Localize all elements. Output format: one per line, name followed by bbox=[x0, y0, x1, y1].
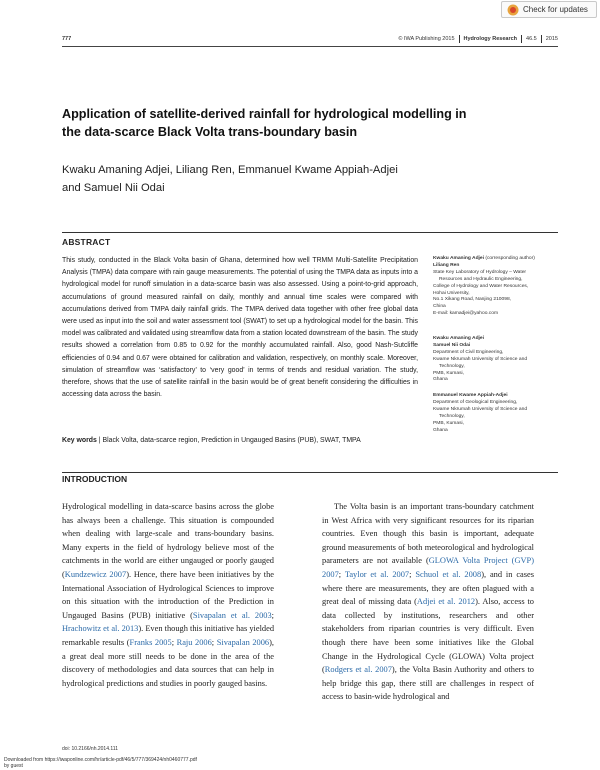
affiliation-email: E-mail: kamadjei@yahoo.com bbox=[433, 311, 499, 317]
citation-link[interactable]: Franks 2005 bbox=[129, 637, 172, 647]
affiliation-block bbox=[433, 256, 563, 318]
affiliation-line: Hohai University, bbox=[433, 290, 470, 296]
header-separator bbox=[541, 35, 542, 43]
body-text: ). Even though this initiative has yielded remarkable results ( bbox=[62, 624, 275, 647]
affiliation-line: Kwame Nkrumah University of Science and bbox=[433, 356, 528, 362]
header-rule bbox=[62, 46, 558, 47]
affiliation-line: Department of Civil Engineering, bbox=[433, 349, 504, 355]
body-text: Hydrological modelling in data-scarce basins across the globe has always been a challenge. This situation is compounded when dealing with large-scale and trans-boundary basins. Many experts in the field of hydrology believe most of the catchments in the world are either ungauged or poorly gauged ( bbox=[62, 502, 274, 579]
affiliation-line: State Key Laboratory of Hydrology – Water bbox=[433, 269, 527, 275]
introduction-heading: INTRODUCTION bbox=[62, 474, 128, 484]
header-separator bbox=[459, 35, 460, 43]
affiliation-author: Samuel Nii Odai bbox=[433, 342, 471, 348]
body-text: ; bbox=[171, 637, 177, 647]
body-text: ; bbox=[409, 569, 416, 579]
citation-link[interactable]: Adjei et al. 2012 bbox=[416, 597, 476, 607]
affiliation-line: College of Hydrology and Water Resources, bbox=[433, 283, 529, 289]
copyright: © IWA Publishing 2015 bbox=[398, 36, 455, 42]
citation-link[interactable]: Raju 2006 bbox=[176, 637, 212, 647]
page-number: 777 bbox=[62, 36, 72, 42]
volume: 46.5 bbox=[526, 36, 537, 42]
introduction-rule bbox=[62, 472, 558, 473]
keywords-list: | Black Volta, data-scarce region, Prediction in Ungauged Basins (PUB), SWAT, TMPA bbox=[98, 437, 361, 444]
affiliation-author: Kwaku Amaning Adjei bbox=[433, 336, 484, 341]
check-for-updates-badge[interactable] bbox=[501, 1, 597, 18]
body-text: The Volta basin is an important trans-boundary catchment in West Africa with very significant resources for its riparian countries. Even though this basin is important, adequate ground measurements of both meteorological and hydrological parameters are not available ( bbox=[322, 502, 534, 566]
introduction-left-column bbox=[62, 500, 274, 690]
journal-name: Hydrology Research bbox=[463, 36, 518, 42]
author-line: and Samuel Nii Odai bbox=[62, 182, 165, 194]
author-list bbox=[62, 161, 442, 197]
citation-link[interactable]: Kundzewicz 2007 bbox=[64, 569, 127, 579]
affiliation-line: Resources and Hydraulic Engineering, bbox=[439, 276, 523, 282]
body-text: ), the Volta Basin Authority and others to help bridge this gap, there still are challenges in respect of access to basin-wide hydrological and bbox=[322, 665, 534, 702]
body-text: ), and in cases where there are measurements, they are often plagued with a great deal of missing data ( bbox=[322, 569, 534, 607]
affiliation-line: Department of Geological Engineering, bbox=[433, 399, 518, 405]
affiliation-line: PMB, Kumasi, bbox=[433, 420, 464, 426]
body-text: ), a great deal more still needs to be done in the area of the discovery of methodologies and data sources that can help in hydrological predictions and studies in poorly gauged basins. bbox=[62, 637, 275, 688]
body-text: ; bbox=[271, 610, 274, 620]
affiliation-line: China bbox=[433, 304, 446, 310]
citation-link[interactable]: Sivapalan et al. 2003 bbox=[192, 610, 272, 620]
abstract-heading: ABSTRACT bbox=[62, 237, 111, 247]
download-url[interactable]: Downloaded from https://iwaponline.com/hr/article-pdf/46/5/777/369424/nh0460777.pdf bbox=[4, 757, 197, 763]
affiliation-block bbox=[433, 393, 563, 434]
affiliation-author: Liliang Ren bbox=[433, 262, 460, 268]
body-text: ). Also, access to data collected by institutions, researchers and other stakeholders from riparian countries is very difficult. Even though there have been some initiatives like the Global Change in the Hydrological Cycle (GLOWA) Volta project ( bbox=[322, 597, 534, 675]
affiliation-line: Ghana bbox=[433, 427, 448, 433]
citation-link[interactable]: Sivapalan 2006 bbox=[216, 637, 270, 647]
citation-link[interactable]: GLOWA Volta Project (GVP) 2007 bbox=[322, 556, 534, 579]
citation-link[interactable]: Taylor et al. 2007 bbox=[344, 569, 410, 579]
keywords bbox=[62, 437, 418, 444]
introduction-right-column bbox=[322, 500, 534, 704]
affiliation-author: Kwaku Amaning Adjei bbox=[433, 256, 484, 261]
affiliation-line: No.1 Xikang Road, Nanjing 210098, bbox=[433, 297, 512, 303]
affiliation-author: Emmanuel Kwame Appiah-Adjei bbox=[433, 393, 508, 398]
body-text: ; bbox=[338, 569, 345, 579]
citation-link[interactable]: Schuol et al. 2008 bbox=[415, 569, 482, 579]
abstract-rule bbox=[62, 232, 558, 233]
affiliation-line: Technology, bbox=[439, 413, 465, 419]
citation-link[interactable]: Hrachowitz et al. 2013 bbox=[62, 624, 139, 634]
article-title: Application of satellite-derived rainfall for hydrological modelling in the data-scarce Black Volta trans-boundary basin bbox=[62, 107, 467, 139]
download-footer bbox=[4, 757, 197, 769]
corresponding-note: (corresponding author) bbox=[485, 256, 535, 261]
abstract-text: This study, conducted in the Black Volta basin of Ghana, determined how well TRMM Multi-Satellite Precipitation Analysis (TMPA) data compare with rain gauge measurements. The potential of using the TMPA data as inputs into a hydrological model for runoff simulation in a data-scarce basin was also assessed. Using a point-to-grid approach, accumulations of ground measured rainfall on daily, monthly and annual time scales were compared with accumulations derived from TMPA daily rainfall grids. The TMPA derived data together with other free global data were used as input into the soil and water assessment tool (SWAT) to set up a hydrological model for the basin. This model was calibrated and validated using streamflow data from a station located downstream of the basin. The study results showed a correlation from 0.85 to 0.92 for the monthly accumulated rainfall. Also, good Nash-Sutcliffe efficiencies of 0.94 and 0.67 were obtained for calibration and validation, respectively, on monthly scale. Moreover, simulation of streamflow was ‘satisfactory’ to ‘very good’ in terms of trends and residual variation. The study, therefore, shows that the use of satellite rainfall in the basin would be of great benefit considering the difficulties in accessing data across the basin. bbox=[62, 257, 418, 399]
citation-link[interactable]: Rodgers et al. 2007 bbox=[324, 665, 392, 675]
header-separator bbox=[521, 35, 522, 43]
running-header bbox=[62, 34, 558, 48]
affiliation-line: PMB, Kumasi, bbox=[433, 370, 464, 376]
body-text: ). Hence, there have been initiatives by the International Association of Hydrological Sciences to improve on this situation with the introduction of the Prediction in Ungauged Basins (PUB) initiative ( bbox=[62, 569, 274, 620]
year: 2015 bbox=[545, 36, 558, 42]
affiliation-line: Ghana bbox=[433, 377, 448, 383]
download-guest: by guest bbox=[4, 763, 23, 769]
body-text: ; bbox=[211, 637, 217, 647]
doi: doi: 10.2166/nh.2014.111 bbox=[62, 746, 118, 752]
affiliation-line: Kwame Nkrumah University of Science and bbox=[433, 406, 528, 412]
affiliation-line: Technology, bbox=[439, 363, 465, 369]
affiliation-block bbox=[433, 336, 563, 384]
check-for-updates-label: Check for updates bbox=[523, 5, 588, 14]
update-icon bbox=[507, 4, 519, 16]
keywords-label: Key words bbox=[62, 437, 97, 444]
author-line: Kwaku Amaning Adjei, Liliang Ren, Emmanuel Kwame Appiah-Adjei bbox=[62, 164, 398, 176]
